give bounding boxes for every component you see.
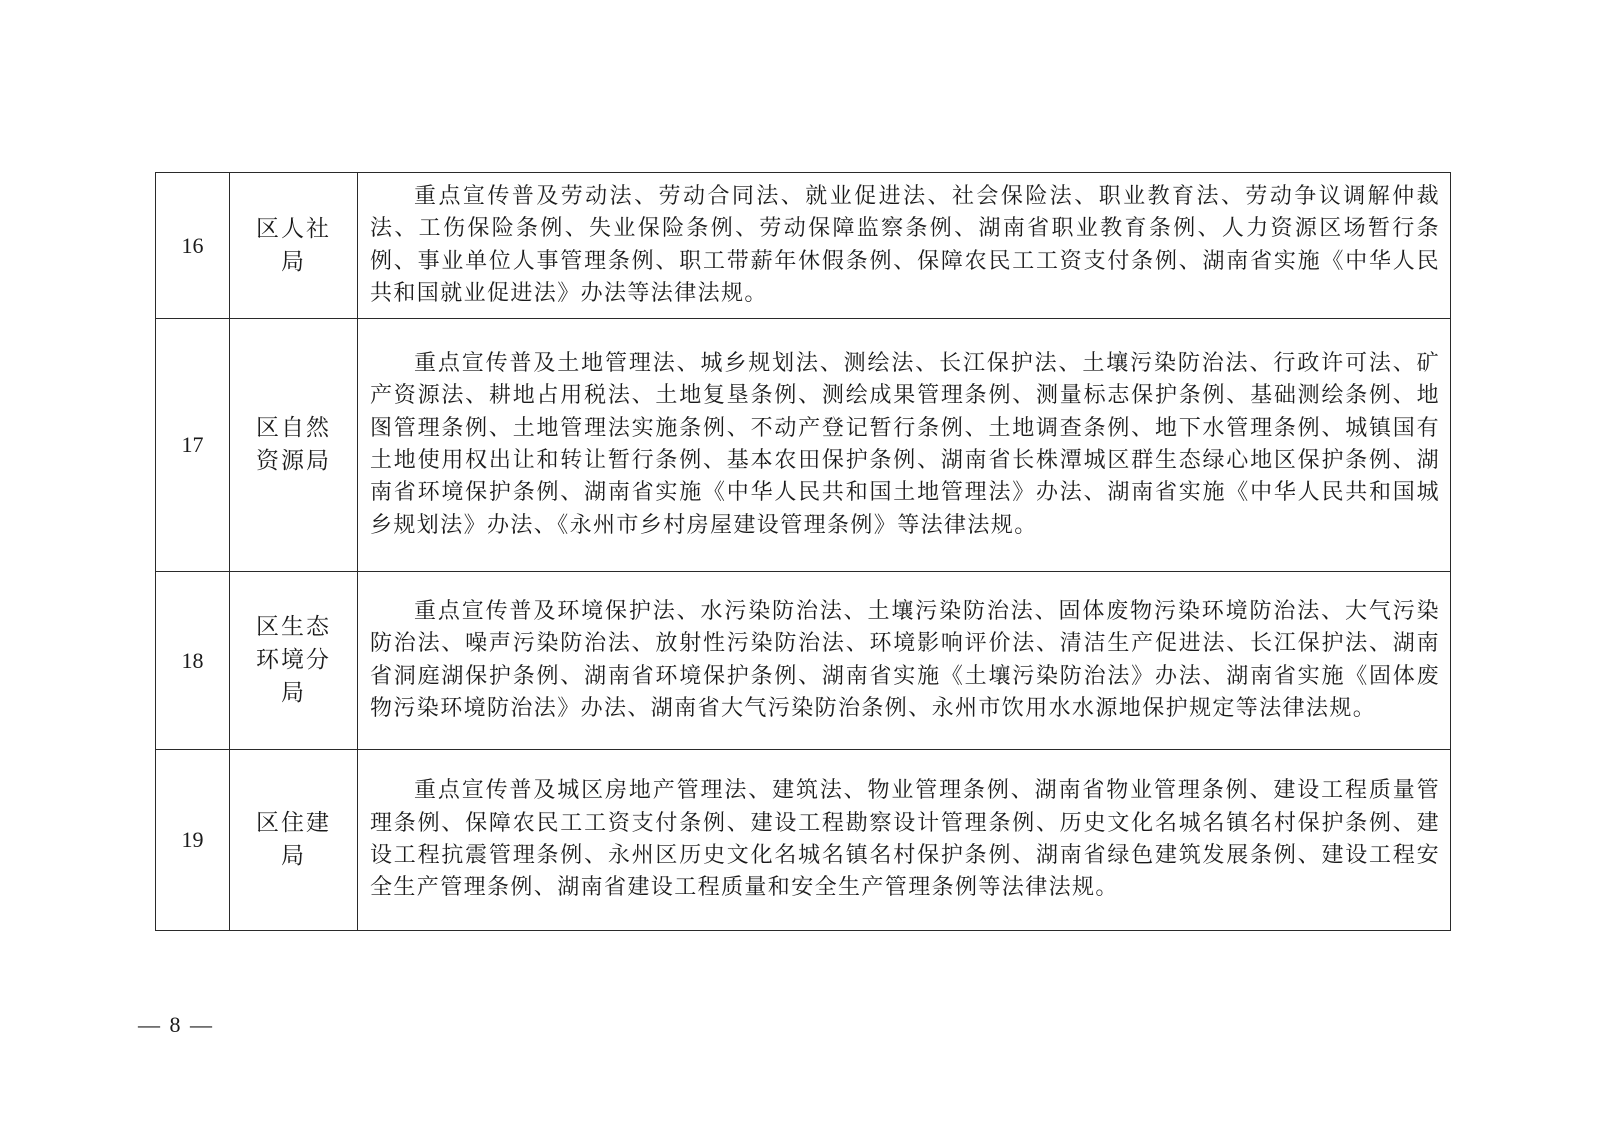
department-name: 区住建局	[230, 750, 358, 931]
row-number: 19	[156, 750, 230, 931]
table-row	[156, 750, 1451, 931]
table-row	[156, 173, 1451, 319]
row-content: 重点宣传普及土地管理法、城乡规划法、测绘法、长江保护法、土壤污染防治法、行政许可法、矿产资源法、耕地占用税法、土地复垦条例、测绘成果管理条例、测量标志保护条例、基础测绘条例、地图管理条例、土地管理法实施条例、不动产登记暂行条例、土地调查条例、地下水管理条例、城镇国有土地使用权出让和转让暂行条例、基本农田保护条例、湖南省长株潭城区群生态绿心地区保护条例、湖南省环境保护条例、湖南省实施《中华人民共和国土地管理法》办法、湖南省实施《中华人民共和国城乡规划法》办法、《永州市乡村房屋建设管理条例》等法律法规。	[358, 319, 1451, 572]
row-content: 重点宣传普及劳动法、劳动合同法、就业促进法、社会保险法、职业教育法、劳动争议调解仲裁法、工伤保险条例、失业保险条例、劳动保障监察条例、湖南省职业教育条例、人力资源区场暂行条例、事业单位人事管理条例、职工带薪年休假条例、保障农民工工资支付条例、湖南省实施《中华人民共和国就业促进法》办法等法律法规。	[358, 173, 1451, 319]
department-name: 区自然资源局	[230, 319, 358, 572]
row-content: 重点宣传普及城区房地产管理法、建筑法、物业管理条例、湖南省物业管理条例、建设工程质量管理条例、保障农民工工资支付条例、建设工程勘察设计管理条例、历史文化名城名镇名村保护条例、建设工程抗震管理条例、永州区历史文化名城名镇名村保护条例、湖南省绿色建筑发展条例、建设工程安全生产管理条例、湖南省建设工程质量和安全生产管理条例等法律法规。	[358, 750, 1451, 931]
table-row	[156, 319, 1451, 572]
row-number: 17	[156, 319, 230, 572]
department-name: 区生态环境分局	[230, 572, 358, 750]
regulations-table	[155, 172, 1451, 931]
page-number: — 8 —	[138, 1012, 214, 1037]
department-name: 区人社局	[230, 173, 358, 319]
row-number: 18	[156, 572, 230, 750]
row-content: 重点宣传普及环境保护法、水污染防治法、土壤污染防治法、固体废物污染环境防治法、大气污染防治法、噪声污染防治法、放射性污染防治法、环境影响评价法、清洁生产促进法、长江保护法、湖南省洞庭湖保护条例、湖南省环境保护条例、湖南省实施《土壤污染防治法》办法、湖南省实施《固体废物污染环境防治法》办法、湖南省大气污染防治条例、永州市饮用水水源地保护规定等法律法规。	[358, 572, 1451, 750]
table-row	[156, 572, 1451, 750]
row-number: 16	[156, 173, 230, 319]
